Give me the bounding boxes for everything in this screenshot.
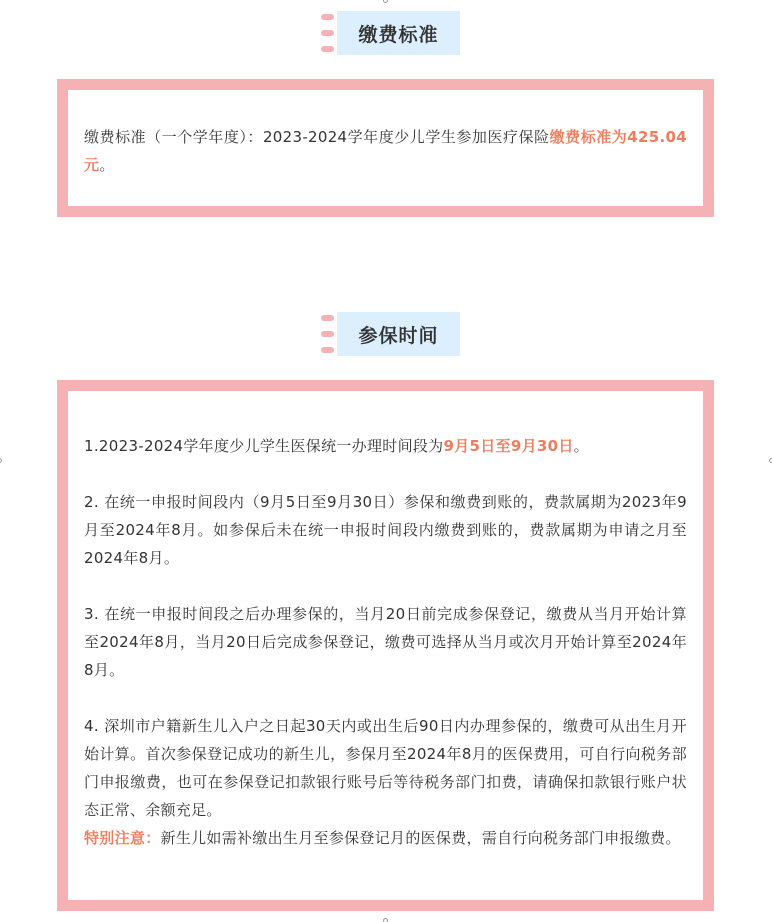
- section-title: 参保时间: [358, 324, 439, 347]
- item-1-highlight: 9月5日至9月30日: [443, 437, 574, 455]
- special-note: [84, 824, 687, 852]
- heading-decoration-bars: [321, 312, 335, 358]
- enrollment-item-2: 2. 在统一申报时间段内（9月5日至9月30日）参保和缴费到账的，费款属期为2023年9月至2024年8月。如参保后未在统一申报时间段内缴费到账的，费款属期为申请之月至2024年8月。: [84, 493, 687, 567]
- enrollment-item-4: 4. 深圳市户籍新生儿入户之日起30天内或出生后90日内办理参保的，缴费可从出生月开始计算。首次参保登记成功的新生儿，参保月至2024年8月的医保费用，可自行向税务部门申报缴费，也可在参保登记扣款银行账号后等待税务部门扣费，请确保扣款银行账户状态正常、余额充足。: [84, 717, 687, 819]
- item-1-prefix: 1.2023-2024学年度少儿学生医保统一办理时间段为: [84, 437, 444, 455]
- fee-standard-card: [57, 79, 714, 217]
- item-1-suffix: 。: [573, 437, 589, 455]
- fee-standard-prefix: 缴费标准（一个学年度）：2023-2024学年度少儿学生参加医疗保险: [84, 128, 550, 146]
- section-heading-fee-standard: [0, 11, 772, 57]
- enrollment-item-1: [84, 432, 687, 460]
- section-heading-enrollment-time: [0, 312, 772, 358]
- heading-decoration-bars: [321, 11, 335, 57]
- frame-handle-left: [0, 458, 2, 463]
- special-note-text: 新生儿如需补缴出生月至参保登记月的医保费，需自行向税务部门申报缴费。: [160, 829, 681, 847]
- section-title-box: [337, 312, 460, 356]
- fee-amount-highlight: 缴费标准为425.04元: [84, 128, 687, 174]
- section-title: 缴费标准: [358, 23, 439, 46]
- frame-handle-top: [383, 0, 388, 3]
- section-title-box: [337, 11, 460, 55]
- enrollment-item-3: 3. 在统一申报时间段之后办理参保的，当月20日前完成参保登记，缴费从当月开始计算至2024年8月，当月20日后完成参保登记，缴费可选择从当月或次月开始计算至2024年8月。: [84, 605, 687, 679]
- fee-standard-suffix: 。: [99, 156, 115, 174]
- enrollment-time-card: [57, 380, 714, 911]
- fee-standard-text: [84, 123, 687, 179]
- frame-handle-bottom: [383, 918, 388, 922]
- special-note-label: 特别注意：: [84, 829, 161, 847]
